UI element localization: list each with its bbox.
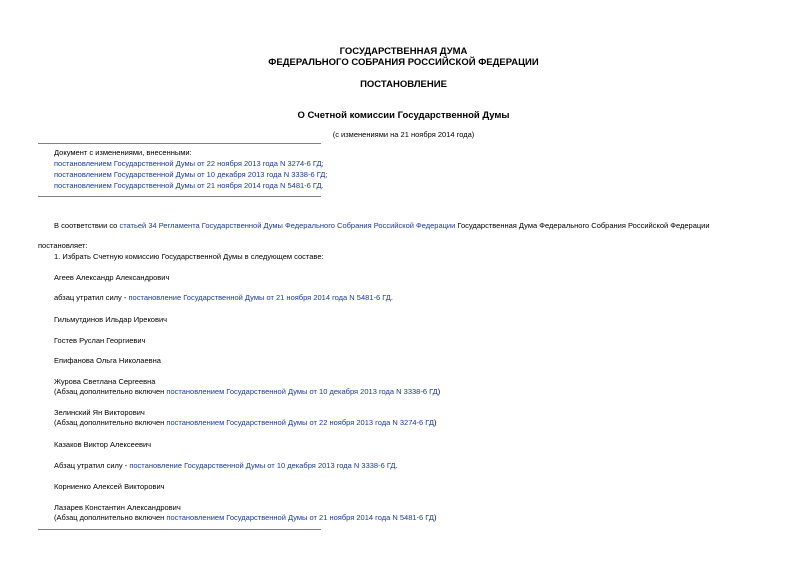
member-6-note [54,418,436,428]
amendments-top-rule [38,143,321,144]
member-2: Гильмутдинов Ильдар Ирекович [54,315,168,324]
lost-note-suffix: . [395,461,398,470]
org-name-line1: ГОСУДАРСТВЕННАЯ ДУМА [339,46,468,57]
amendments-intro: Документ с изменениями, внесенными: [54,148,192,157]
note-prefix: (Абзац дополнительно включен [54,387,167,396]
member-9-note-link[interactable]: постановлением Государственной Думы от 21 ноября 2014 года N 5481-6 ГД [166,513,434,522]
member-6: Зелинский Ян Викторович [54,408,145,417]
org-name-line2: ФЕДЕРАЛЬНОГО СОБРАНИЯ РОССИЙСКОЙ ФЕДЕРАЦИИ [268,57,539,68]
revision-note: (с изменениями на 21 ноября 2014 года) [332,130,475,139]
amendments-bottom-rule [38,196,321,197]
preamble-suffix: Государственная Дума Федерального Собрания Российской Федерации [455,221,710,230]
member-5: Журова Светлана Сергеевна [54,377,156,386]
member-5-note [54,387,440,397]
preamble-prefix: В соответствии со [54,221,120,230]
doc-type: ПОСТАНОВЛЕНИЕ [360,79,447,90]
preamble [54,221,710,231]
page-bottom-rule [38,529,321,530]
lost-note-prefix: абзац утратил силу - [54,293,129,302]
lost-note-link-1[interactable]: постановление Государственной Думы от 21 ноября 2014 года N 5481-6 ГД [128,293,391,302]
member-5-note-link[interactable]: постановлением Государственной Думы от 10 декабря 2013 года N 3338-6 ГД [166,387,438,396]
lost-note-link-2[interactable]: постановление Государственной Думы от 10 декабря 2013 года N 3338-6 ГД [129,461,396,470]
member-1: Агеев Александр Александрович [54,273,170,282]
doc-title: О Счетной комиссии Государственной Думы [297,110,510,121]
clause-1: 1. Избрать Счетную комиссию Государственной Думы в следующем составе: [54,252,324,261]
lost-note-suffix: . [390,293,393,302]
decree-word: постановляет: [38,241,88,250]
lost-force-note-2 [54,461,398,471]
member-9: Лазарев Константин Александрович [54,503,181,512]
note-prefix: (Абзац дополнительно включен [54,418,167,427]
lost-note-prefix: Абзац утратил силу - [54,461,130,470]
member-6-note-link[interactable]: постановлением Государственной Думы от 22 ноября 2013 года N 3274-6 ГД [166,418,434,427]
member-4: Епифанова Ольга Николаевна [54,356,161,365]
regulation-link[interactable]: статьей 34 Регламента Государственной Думы Федерального Собрания Российской Федерации [119,221,456,230]
member-3: Гостев Руслан Георгиевич [54,336,146,345]
amendment-link-1[interactable]: постановлением Государственной Думы от 22 ноября 2013 года N 3274-6 ГД; [54,159,324,168]
member-8: Корниенко Алексей Викторович [54,482,165,491]
lost-force-note-1 [54,293,393,303]
note-prefix: (Абзац дополнительно включен [54,513,167,522]
note-suffix: ) [433,418,437,427]
note-suffix: ) [437,387,441,396]
member-7: Казаков Виктор Алексеевич [54,440,152,449]
member-9-note [54,513,436,523]
note-suffix: ) [433,513,437,522]
amendment-link-2[interactable]: постановлением Государственной Думы от 10 декабря 2013 года N 3338-6 ГД; [54,170,328,179]
amendment-link-3[interactable]: постановлением Государственной Думы от 21 ноября 2014 года N 5481-6 ГД. [54,181,324,190]
